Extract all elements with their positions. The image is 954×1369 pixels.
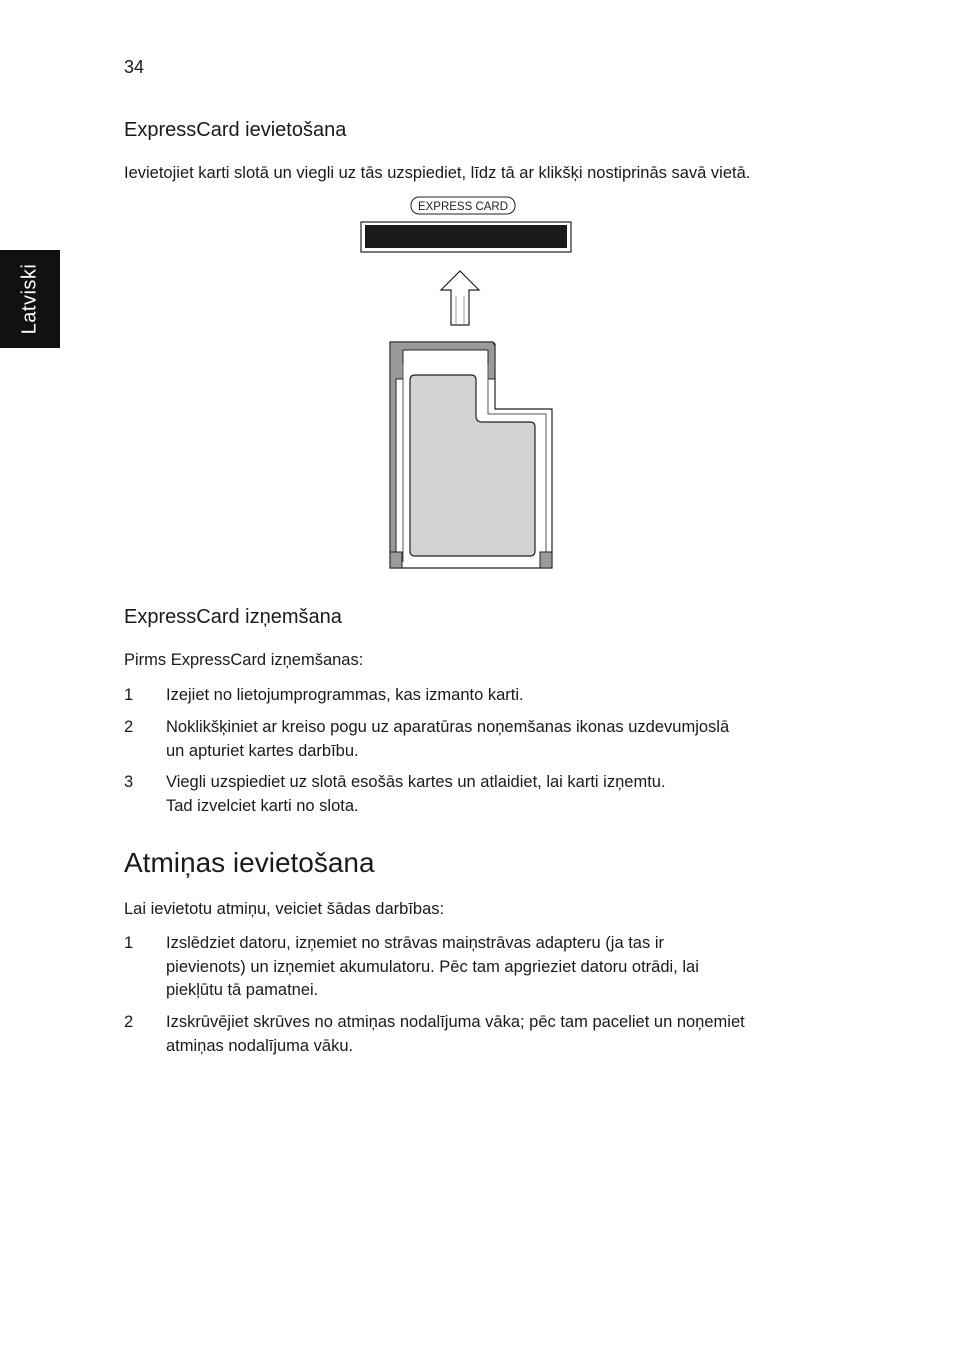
list-number: 3 — [124, 773, 134, 791]
insert-instruction: Ievietojiet karti slotā un viegli uz tās uzspiediet, līdz tā ar klikšķi nostiprinās savā vietā. — [124, 164, 751, 182]
language-side-tab — [0, 250, 60, 348]
expresscard-label-text: EXPRESS CARD — [417, 201, 509, 213]
remove-intro: Pirms ExpressCard izņemšanas: — [124, 651, 364, 669]
list-text-line: Izskrūvējiet skrūves no atmiņas nodalījuma vāka; pēc tam paceliet un noņemiet — [166, 1013, 745, 1031]
expresscard-slot-opening — [365, 225, 567, 248]
list-text-line: Izejiet no lietojumprogrammas, kas izmanto karti. — [166, 686, 524, 704]
section-heading-insert: ExpressCard ievietošana — [124, 119, 347, 141]
list-text-line: Izslēdziet datoru, izņemiet no strāvas maiņstrāvas adapteru (ja tas ir — [166, 934, 664, 952]
section-heading-remove: ExpressCard izņemšana — [124, 606, 342, 628]
expresscard-label-area — [410, 375, 535, 556]
list-number: 2 — [124, 1013, 134, 1031]
insert-direction-arrow — [441, 271, 479, 325]
list-number: 2 — [124, 718, 134, 736]
list-text-line: pievienots) un izņemiet akumulatoru. Pēc tam apgrieziet datoru otrādi, lai — [166, 957, 699, 976]
list-text-line: piekļūtu tā pamatnei. — [166, 981, 319, 999]
expresscard-insert-illustration — [355, 194, 575, 576]
language-side-tab-label: Latviski — [18, 263, 41, 335]
list-text-line: atmiņas nodalījuma vāku. — [166, 1036, 354, 1055]
memory-intro: Lai ievietotu atmiņu, veiciet šādas darbības: — [124, 900, 445, 918]
list-text-line: un apturiet kartes darbību. — [166, 741, 359, 760]
list-text-line: Viegli uzspiediet uz slotā esošās kartes un atlaidiet, lai karti izņemtu. — [166, 773, 666, 791]
section-heading-memory: Atmiņas ievietošana — [124, 847, 375, 878]
page-number: 34 — [124, 57, 145, 77]
list-number: 1 — [124, 934, 134, 952]
list-number: 1 — [124, 686, 134, 704]
list-text-line: Tad izvelciet karti no slota. — [166, 796, 359, 815]
list-text-line: Noklikšķiniet ar kreiso pogu uz aparatūras noņemšanas ikonas uzdevumjoslā — [166, 718, 730, 736]
